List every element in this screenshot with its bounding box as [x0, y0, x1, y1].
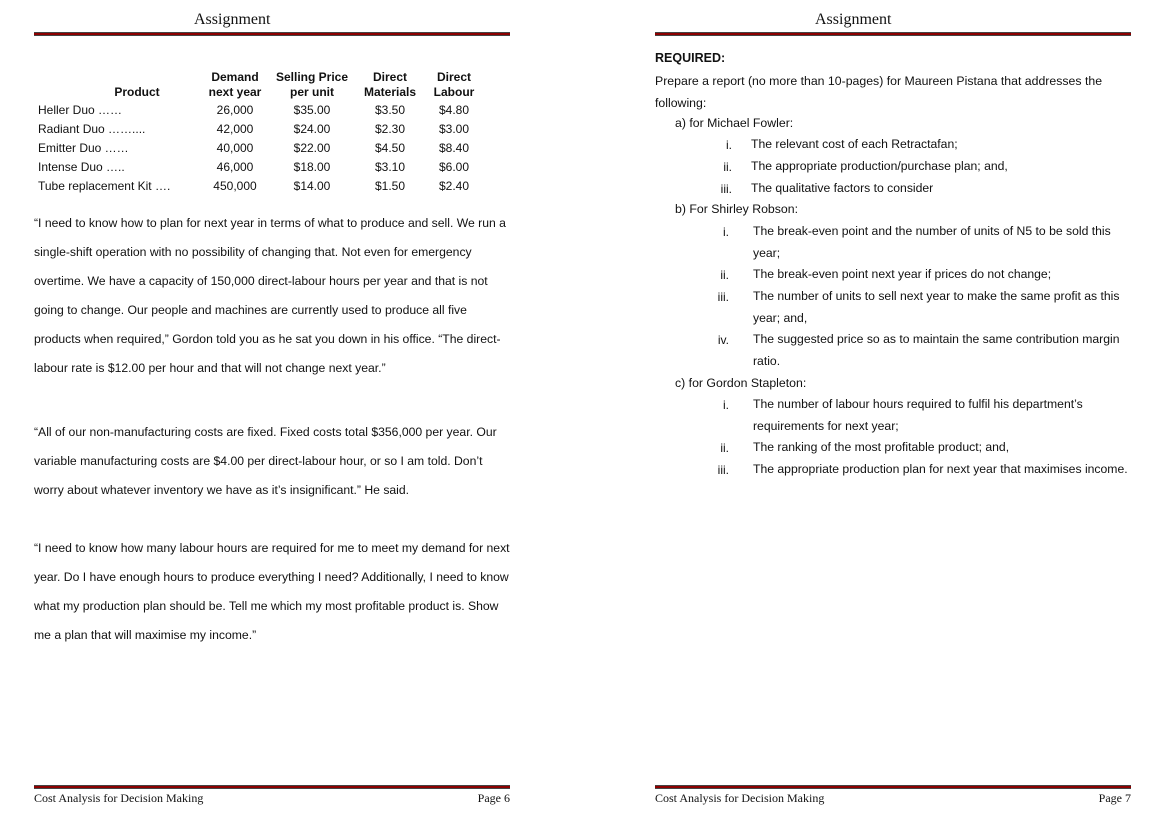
demand-value: 42,000: [216, 121, 254, 136]
list-item: The suggested price so as to maintain the same contribution margin ratio.: [753, 332, 1120, 368]
materials-value: $3.50: [374, 102, 406, 117]
item-number: iii.: [717, 290, 729, 304]
section-c-label: c) for Gordon Stapleton:: [675, 376, 807, 390]
price-value: $22.00: [293, 140, 331, 155]
gordon-quote-paragraph-3: “I need to know how many labour hours are required for me to meet my demand for next year. Do I have enough hours to produce everything I need? Additionally, I need to know what my production plan should be. Tell me which my most profitable product is. Show me a plan that will maximise my income.”: [34, 541, 510, 642]
list-item: The number of units to sell next year to make the same profit as this year; and,: [753, 289, 1120, 325]
product-name: Radiant Duo ……....: [38, 121, 146, 136]
list-item: The break-even point and the number of units of N5 to be sold this year;: [753, 224, 1111, 260]
table-row: [34, 157, 482, 176]
labour-value: $4.80: [438, 102, 470, 117]
product-name: Heller Duo ……: [38, 102, 123, 117]
table-row: [34, 100, 482, 119]
page-6: Assignment Product Demand next year Selling Price per unit Direct Materials Direct Labour Heller Duo …… 26,000 $35.00 $3.50 $4.80 Radiant Duo …….... 42,000 $24.00 $2.30 $3.00 Emitter Duo …… 40,000 $22.00 $4.50 $8.40 Intense Duo ….. 46,000 $18.00 $3.10 $6.00 Tube replacement Kit …. 450,000 $14.00 $1.50 $2.40 “I need to know how to plan for next year in terms of what to produce and sell. We run a single-shift operation with no possibility of changing that. Not even for emergency overtime. We have a capacity of 150,000 direct-labour hours per year and that is not going to change. Our people and machines are currently used to produce all five products when required,” Gordon told you as he sat you down in his office. “The direct-labour rate is $12.00 per hour and that will not change next year.” “All of our non-manufacturing costs are fixed. Fixed costs total $356,000 per year. Our variable manufacturing costs are $4.00 per direct-labour hour, or so I am told. Don’t worry about whatever inventory we have as it’s insignificant.” He said. “I need to know how many labour hours are required for me to meet my demand for next year. Do I have enough hours to produce everything I need? Additionally, I need to know what my production plan should be. Tell me which my most profitable product is. Show me a plan that will maximise my income.” Cost Analysis for Decision Making Page 6: [34, 11, 510, 805]
item-number: iv.: [717, 333, 729, 347]
gordon-quote-paragraph-2: “All of our non-manufacturing costs are fixed. Fixed costs total $356,000 per year. Our variable manufacturing costs are $4.00 per direct-labour hour, or so I am told. Don’t worry about whatever inventory we have as it’s insignificant.” He said.: [34, 425, 497, 497]
item-number: iii.: [717, 463, 729, 477]
table-row: [34, 119, 482, 138]
col-header-selling-price: Selling Price per unit: [275, 70, 349, 99]
materials-value: $3.10: [374, 159, 406, 174]
list-item: The appropriate production/purchase plan; and,: [751, 159, 1008, 173]
price-value: $24.00: [293, 121, 331, 136]
price-value: $14.00: [293, 178, 331, 193]
header-rule: [34, 32, 510, 36]
product-name: Intense Duo …..: [38, 159, 125, 174]
product-cost-table: [34, 70, 482, 195]
footer-title: Cost Analysis for Decision Making: [655, 791, 825, 805]
section-b-label: b) For Shirley Robson:: [675, 202, 799, 216]
list-item: The appropriate production plan for next year that maximises income.: [753, 462, 1128, 476]
footer-title: Cost Analysis for Decision Making: [34, 791, 204, 805]
table-row: [34, 176, 482, 195]
table-header-row: [34, 70, 482, 100]
item-number: i.: [723, 225, 729, 239]
item-number: ii.: [723, 160, 732, 174]
labour-value: $8.40: [438, 140, 470, 155]
demand-value: 46,000: [216, 159, 254, 174]
product-name: Emitter Duo ……: [38, 140, 129, 155]
page-7: Assignment REQUIRED: Prepare a report (no more than 10-pages) for Maureen Pistana that addresses the following: a) for Michael Fowler: i. The relevant cost of each Retractafan; ii. The appropriate production/purchase plan; and, iii. The qualitative factors to consider b) For Shirley Robson: i. The break-even point and the number of units of N5 to be sold this year; ii. The break-even point next year if prices do not change; iii. The number of units to sell next year to make the same profit as this year; and, iv. The suggested price so as to maintain the same contribution margin ratio. c) for Gordon Stapleton: i. The number of labour hours required to fulfil his department’s requirements for next year; ii. The ranking of the most profitable product; and, iii. The appropriate production plan for next year that maximises income. Cost Analysis for Decision Making Page 7: [655, 11, 1131, 805]
table-row: [34, 138, 482, 157]
item-number: iii.: [720, 182, 732, 196]
labour-value: $3.00: [438, 121, 470, 136]
gordon-quote-paragraph-1: “I need to know how to plan for next year in terms of what to produce and sell. We run a single-shift operation with no possibility of changing that. Not even for emergency overtime. We have a capacity of 150,000 direct-labour hours per year and that is not going to change. Our people and machines are currently used to produce all five products when required,” Gordon told you as he sat you down in his office. “The direct-labour rate is $12.00 per hour and that will not change next year.”: [34, 216, 506, 375]
labour-value: $6.00: [438, 159, 470, 174]
required-heading: REQUIRED:: [655, 51, 726, 65]
materials-value: $4.50: [374, 140, 406, 155]
section-a-label: a) for Michael Fowler:: [675, 116, 794, 130]
demand-value: 40,000: [216, 140, 254, 155]
demand-value: 26,000: [216, 102, 254, 117]
header-rule: [655, 32, 1131, 36]
footer-rule: [655, 785, 1131, 789]
product-name: Tube replacement Kit ….: [38, 178, 171, 193]
required-intro: Prepare a report (no more than 10-pages) for Maureen Pistana that addresses the following:: [655, 74, 1103, 110]
item-number: ii.: [720, 268, 729, 282]
materials-value: $2.30: [374, 121, 406, 136]
col-header-demand: Demand next year: [208, 70, 262, 99]
list-item: The qualitative factors to consider: [751, 181, 934, 195]
demand-value: 450,000: [213, 178, 257, 193]
price-value: $18.00: [293, 159, 331, 174]
price-value: $35.00: [293, 102, 331, 117]
col-header-direct-materials: Direct Materials: [363, 70, 417, 99]
page-number: Page 7: [1098, 791, 1131, 805]
list-item: The ranking of the most profitable product; and,: [753, 440, 1010, 454]
page-number: Page 6: [477, 791, 510, 805]
labour-value: $2.40: [438, 178, 470, 193]
item-number: i.: [723, 398, 729, 412]
list-item: The relevant cost of each Retractafan;: [751, 137, 958, 151]
item-number: ii.: [720, 441, 729, 455]
col-header-product: Product: [114, 85, 160, 99]
footer-rule: [34, 785, 510, 789]
col-header-direct-labour: Direct Labour: [433, 70, 475, 99]
list-item: The number of labour hours required to fulfil his department’s requirements for next year;: [753, 397, 1083, 433]
item-number: i.: [726, 138, 732, 152]
materials-value: $1.50: [374, 178, 406, 193]
list-item: The break-even point next year if prices do not change;: [753, 267, 1052, 281]
